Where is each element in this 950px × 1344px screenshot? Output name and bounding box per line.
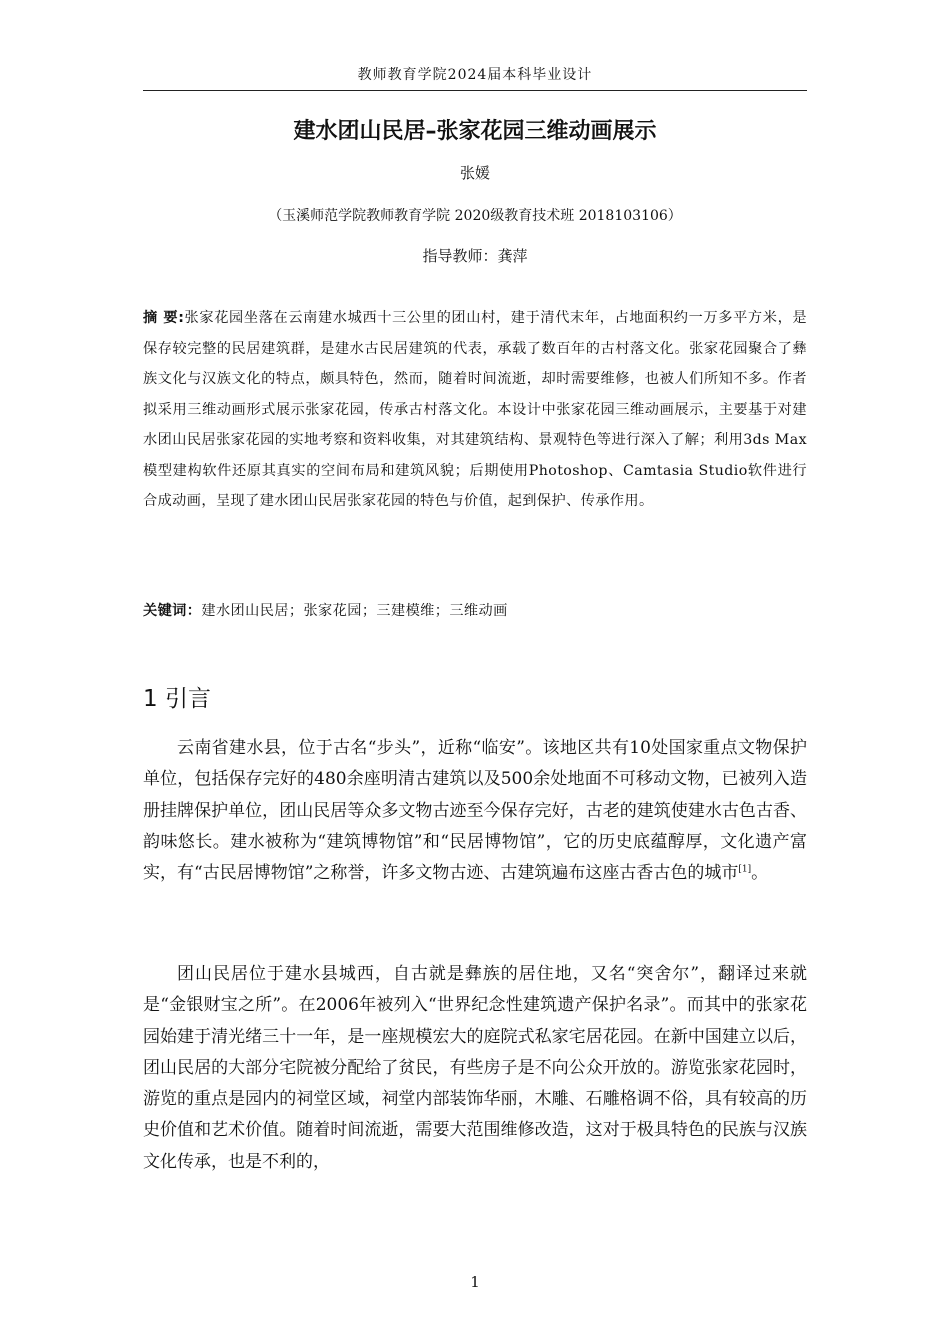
body-paragraph-2-container: [143, 959, 807, 1178]
paper-title: 建水团山民居–张家花园三维动画展示: [293, 119, 657, 144]
author-affiliation: （玉溪师范学院教师教育学院 2020级教育技术班 2018103106）: [268, 208, 682, 224]
citation-1[interactable]: [1]: [738, 864, 752, 875]
page-header: 教师教育学院2024届本科毕业设计: [143, 64, 807, 91]
abstract-text: 张家花园坐落在云南建水城西十三公里的团山村，建于清代末年，占地面积约一万多平方米，是保存较完整的民居建筑群，是建水古民居建筑的代表，承载了数百年的古村落文化。张家花园聚合了彝族文化与汉族文化的特点，颇具特色，然而，随着时间流逝，却时需要维修，也被人们所知不多。作者拟采用三维动画形式展示张家花园，传承古村落文化。本设计中张家花园三维动画展示，主要基于对建水团山民居张家花园的实地考察和资料收集，对其建筑结构、景观特色等进行深入了解；利用3ds Max模型建构软件还原其真实的空间布局和建筑风貌；后期使用Photoshop、Camtasia Studio软件进行合成动画，呈现了建水团山民居张家花园的特色与价值，起到保护、传承作用。: [143, 310, 807, 509]
paragraph-1-text: 云南省建水县，位于古名“步头”，近称“临安”。该地区共有10处国家重点文物保护单位，包括保存完好的480余座明清古建筑以及500余处地面不可移动文物，已被列入造册挂牌保护单位，团山民居等众多文物古迹至今保存完好，古老的建筑使建水古色古香、韵味悠长。建水被称为“建筑博物馆”和“民居博物馆”，它的历史底蕴醇厚，文化遗产富实，有“古民居博物馆”之称誉，许多文物古迹、古建筑遍布这座古香古色的城市: [143, 738, 807, 884]
abstract: [143, 303, 807, 517]
keywords: [143, 600, 807, 620]
keywords-text: 建水团山民居；张家花园；三建模维；三维动画: [201, 603, 508, 619]
author-name: 张媛: [459, 164, 490, 182]
abstract-label: 摘 要:: [143, 310, 185, 326]
advisor: 指导教师：龚萍: [422, 247, 528, 265]
paragraph-1-end: 。: [751, 863, 769, 884]
section-heading-introduction: 1 引言: [143, 686, 211, 712]
body-paragraph-1-container: [143, 733, 807, 889]
body-paragraph-1: [143, 733, 807, 889]
body-paragraph-2: 团山民居位于建水县城西，自古就是彝族的居住地，又名“突舍尔”，翻译过来就是“金银财宝之所”。在2006年被列入“世界纪念性建筑遗产保护名录”。而其中的张家花园始建于清光绪三十一年，是一座规模宏大的庭院式私家宅居花园。在新中国建立以后，团山民居的大部分宅院被分配给了贫民，有些房子是不向公众开放的。游览张家花园时，游览的重点是园内的祠堂区域，祠堂内部装饰华丽，木雕、石雕格调不俗，具有较高的历史价值和艺术价值。随着时间流逝，需要大范围维修改造，这对于极具特色的民族与汉族文化传承，也是不利的，: [143, 964, 807, 1172]
keywords-label: 关键词：: [143, 603, 202, 619]
page-number: 1: [470, 1273, 480, 1291]
